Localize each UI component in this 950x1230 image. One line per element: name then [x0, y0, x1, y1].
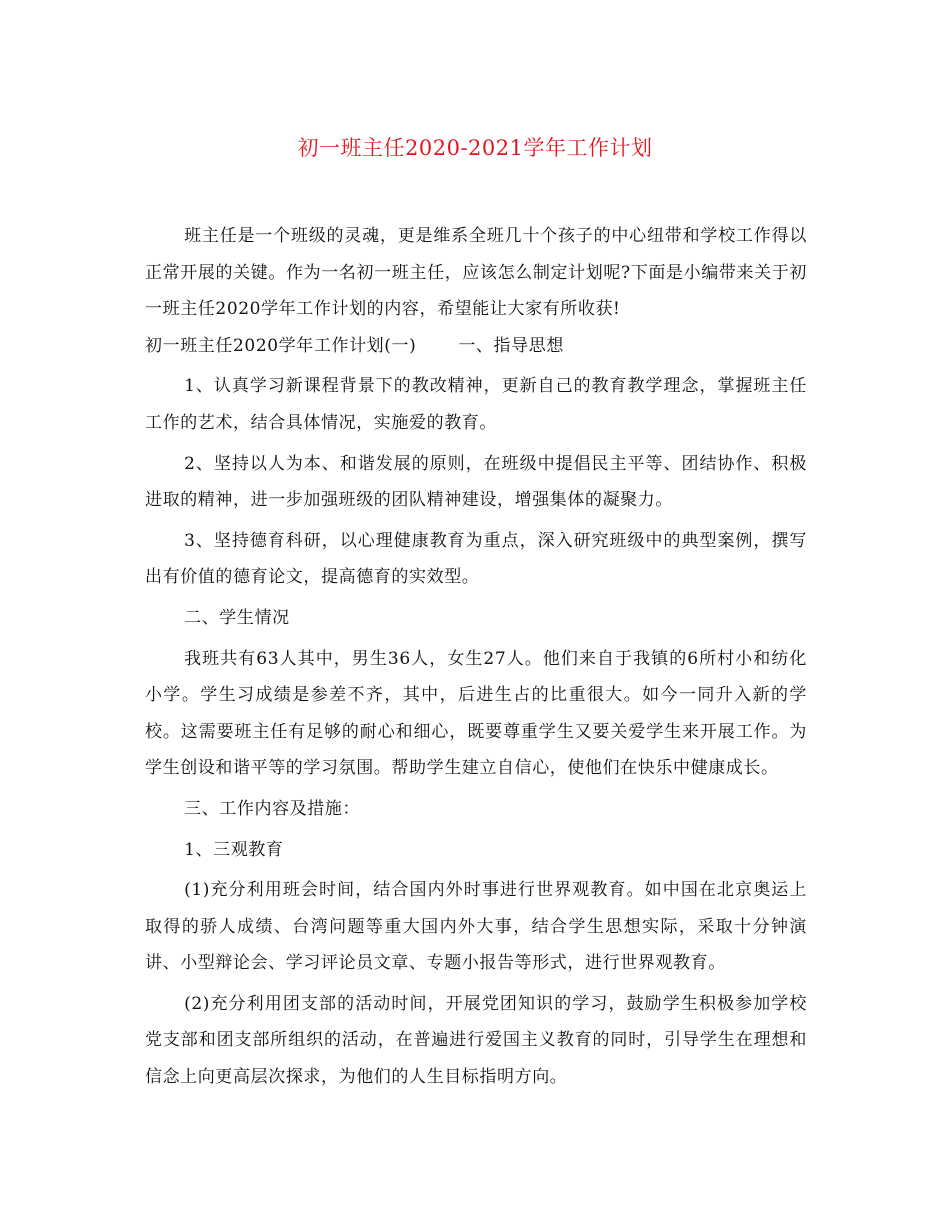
intro-paragraph: 班主任是一个班级的灵魂，更是维系全班几十个孩子的中心纽带和学校工作得以正常开展的关键。作为一名初一班主任，应该怎么制定计划呢?下面是小编带来关于初一班主任2020学年工作计划的内容，希望能让大家有所收获!: [145, 226, 807, 320]
plan-heading-line: [145, 328, 807, 365]
guide-item-1: 1、认真学习新课程背景下的教改精神，更新自己的教育教学理念，掌握班主任工作的艺术，结合具体情况，实施爱的教育。: [145, 376, 807, 433]
guide-item-3: 3、坚持德育科研，以心理健康教育为重点，深入研究班级中的典型案例，撰写出有价值的德育论文，提高德育的实效型。: [145, 530, 807, 588]
document-body: [145, 218, 807, 1096]
measure-item-1: (1)充分利用班会时间，结合国内外时事进行世界观教育。如中国在北京奥运上取得的骄人成绩、台湾问题等重大国内外大事，结合学生思想实际，采取十分钟演讲、小型辩论会、学习评论员文章、专题小报告等形式，进行世界观教育。: [145, 880, 807, 974]
section1-heading: 一、指导思想: [458, 335, 564, 356]
guide-item-2: 2、坚持以人为本、和谐发展的原则，在班级中提倡民主平等、团结协作、积极进取的精神，进一步加强班级的团队精神建设，增强集体的凝聚力。: [145, 453, 807, 511]
sub1-heading: 1、三观教育: [184, 839, 284, 860]
section3-heading: 三、工作内容及措施：: [184, 798, 361, 819]
plan-heading: 初一班主任2020学年工作计划(一): [145, 335, 417, 356]
measure-item-2: (2)充分利用团支部的活动时间，开展党团知识的学习，鼓励学生积极参加学校党支部和团支部所组织的活动，在普遍进行爱国主义教育的同时，引导学生在理想和信念上向更高层次探求，为他们的人生目标指明方向。: [145, 993, 807, 1088]
section2-heading: 二、学生情况: [184, 607, 290, 628]
document-title: 初一班主任2020-2021学年工作计划: [297, 136, 653, 160]
students-paragraph: 我班共有63人其中，男生36人，女生27人。他们来自于我镇的6所村小和纺化小学。学生习成绩是参差不齐，其中，后进生占的比重很大。如今一同升入新的学校。这需要班主任有足够的耐心和细心，既要尊重学生又要关爱学生来开展工作。为学生创设和谐平等的学习氛围。帮助学生建立自信心，使他们在快乐中健康成长。: [145, 648, 807, 779]
